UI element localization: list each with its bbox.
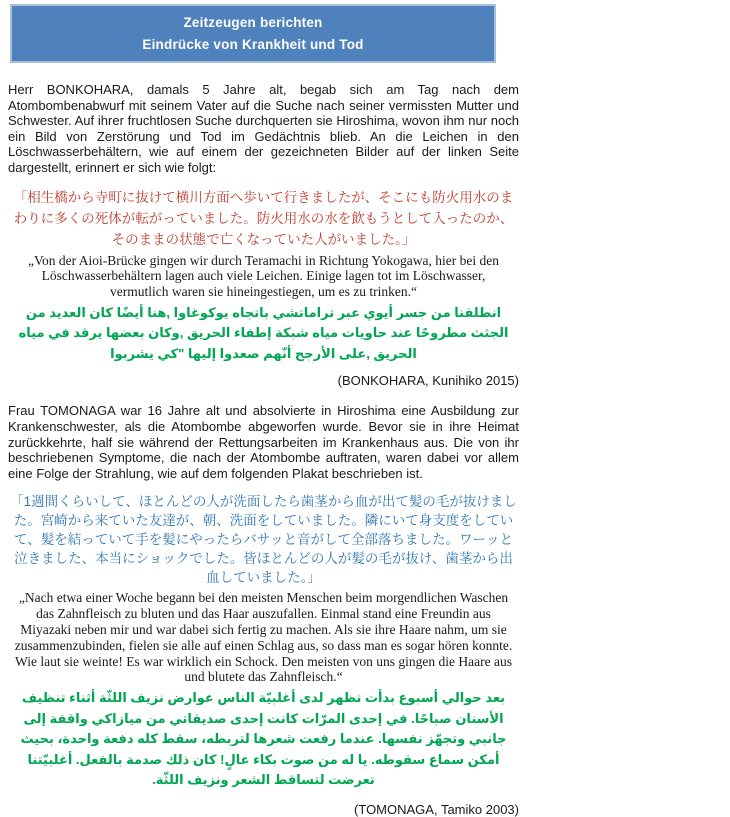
german-translation-bonkohara: „Von der Aioi-Brücke gingen wir durch Teramachi in Richtung Yokogawa, hier bei den Löschwasserbehältern lagen auch viele Leichen. Einige lagen tot im Löschwasser, vermutlich waren sie hineingestiegen, um es zu trinken.“ bbox=[28, 252, 499, 300]
banner-title-line1: Zeitzeugen berichten bbox=[183, 15, 323, 30]
intro-paragraph-tomonaga: Frau TOMONAGA war 16 Jahre alt und absolvierte in Hiroshima eine Ausbildung zur Krankenschwester, als die Atombombe abgeworfen wurde. Bevor sie in ihre Heimat zurückkehrte, half sie während der Rettungsarbeiten im Krankenhaus aus. Die von ihr beschriebenen Symptome, die nach der Atombombe auftraten, waren dabei vor allem eine Folge der Strahlung, wie auf dem folgenden Plakat beschrieben ist. bbox=[8, 403, 519, 481]
attribution-tomonaga: (TOMONAGA, Tamiko 2003) bbox=[354, 801, 519, 817]
title-banner bbox=[10, 4, 496, 63]
japanese-quote-tomonaga: 「1週間くらいして、ほとんどの人が洗面したら歯茎から血が出て髪の毛が抜けました。宮崎から来ていた友達が、朝、洗面をしていました。隣にいて身支度をしていて、髪を結っていて手を髪にやったらバサッと音がして全部落ちました。ワーッと泣きました、本当にショックでした。皆ほとんどの人が髪の毛が抜け、歯茎から出血していました。」 bbox=[10, 494, 517, 586]
arabic-translation-bonkohara: انطلقنا من جسر أيوي عبر تراماتشي باتجاه يوكوغاوا ,هنا أيضًا كان العديد من الجثث مطروحًا عند حاويات مياه شبكة إطفاء الحريق ,وكان بعضها يرقد في مياه الحريق ,على الأرجح أنّهم صعدوا إليها "كي يشربوا bbox=[18, 304, 509, 361]
attribution-bonkohara: (BONKOHARA, Kunihiko 2015) bbox=[337, 373, 519, 389]
german-translation-tomonaga: „Nach etwa einer Woche begann bei den meisten Menschen beim morgendlichen Waschen das Zahnfleisch zu bluten und das Haar auszufallen. Einmal stand eine Freundin aus Miyazaki neben mir und war dabei sich fertig zu machen. Als sie ihre Haare nahm, um sie zusammenzubinden, fielen sie alle auf einen Schlag aus, so dass man es sogar hören konnte. Wie laut sie weinte! Es war wirklich ein Schock. Den meisten von uns gingen die Haare aus und blutete das Zahnfleisch.“ bbox=[14, 590, 513, 685]
banner-title-line2: Eindrücke von Krankheit und Tod bbox=[142, 37, 364, 52]
intro-paragraph-bonkohara: Herr BONKOHARA, damals 5 Jahre alt, begab sich am Tag nach dem Atombombenabwurf mit seinem Vater auf die Suche nach seiner vermissten Mutter und Schwester. Auf ihrer fruchtlosen Suche durchquerten sie Hiroshima, wovon ihm nur noch ein Bild von Zerstörung und Tod im Gedächtnis blieb. An die Leichen in den Löschwasserbehältern, wie auf einem der gezeichneten Bilder auf der linken Seite dargestellt, erinnert er sich wie folgt: bbox=[8, 82, 519, 175]
arabic-translation-tomonaga: بعد حوالي أسبوع بدأت تظهر لدى أغلبيّة الناس عوارض نزيف اللثّة أثناء تنظيف الأسنان صباحًا. في إحدى المرّات كانت إحدى صديقاتي من ميازاكي واقفة إلى جانبي وتجهّز نفسها. عندما رفعت شعرها لتربطه، سقط كله دفعة واحدة، بحيث أمكن سماع سقوطه. يا له من صوت بكاء عالٍ! كان ذلك صدمة بالفعل. أغلبيّتنا تعرضت لتساقط الشعر ونزيف اللثّة. bbox=[20, 690, 507, 788]
japanese-quote-bonkohara: 「相生橋から寺町に抜けて横川方面へ歩いて行きましたが、そこにも防火用水のまわりに多くの死体が転がっていました。防火用水の水を飲もうとして入ったのか、そのままの状態で亡くなっていた人がいました。」 bbox=[13, 189, 514, 247]
text-column bbox=[8, 82, 519, 817]
